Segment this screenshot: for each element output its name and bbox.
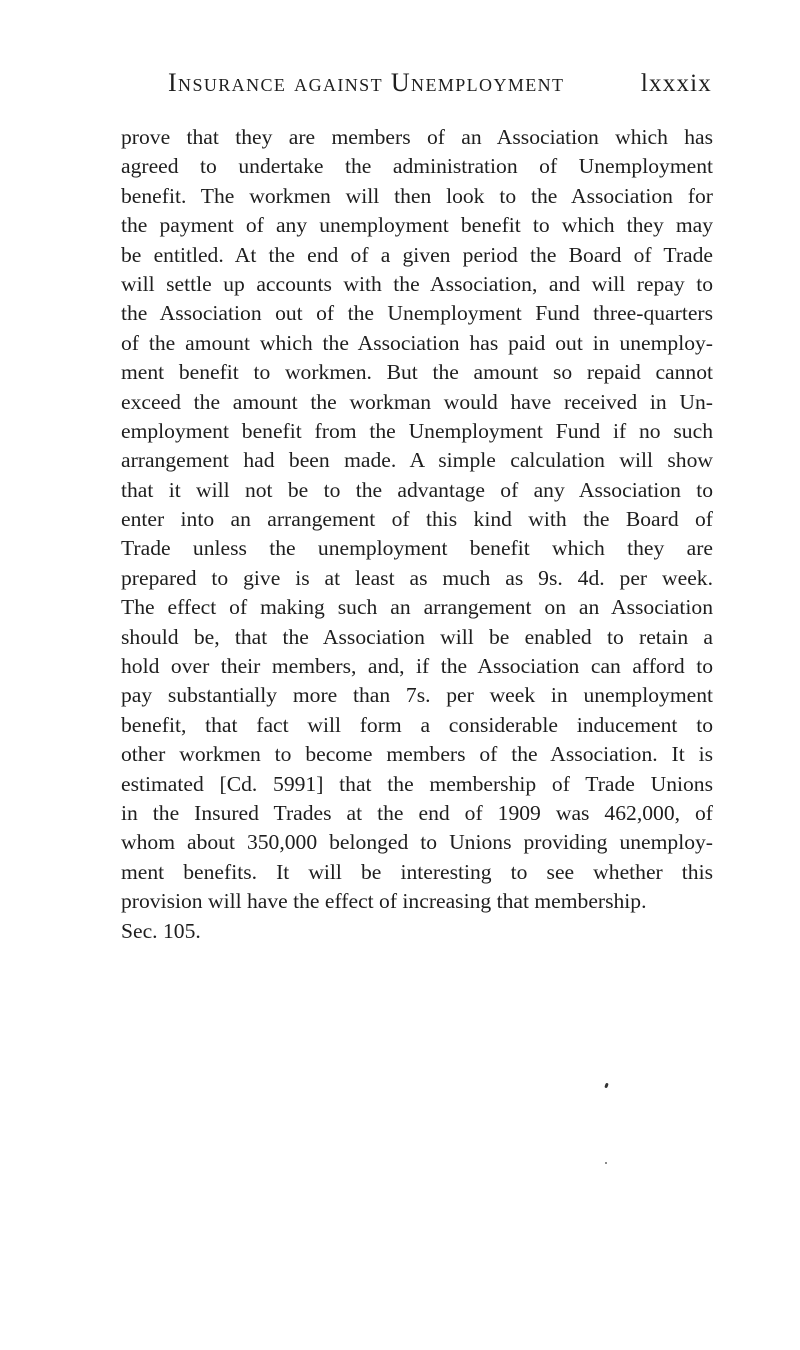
text-line: benefit, that fact will form a considerable inducement to	[121, 712, 713, 737]
text-line: will settle up accounts with the Association, and will repay to	[121, 271, 713, 296]
text-line: other workmen to become members of the Association. It is	[121, 742, 713, 767]
text-line: exceed the amount the workman would have received in Un-	[121, 389, 713, 414]
text-line: Sec. 105.	[121, 918, 201, 943]
print-speck	[604, 1083, 609, 1089]
running-title: Insurance against Unemployment	[168, 68, 565, 97]
text-line: agreed to undertake the administration of Unemployment	[121, 154, 713, 179]
body-paragraph	[121, 123, 713, 946]
print-speck	[605, 1162, 607, 1164]
text-line: arrangement had been made. A simple calculation will show	[121, 448, 713, 473]
text-line: in the Insured Trades at the end of 1909 was 462,000, of	[121, 800, 713, 825]
text-line: should be, that the Association will be enabled to retain a	[121, 624, 713, 649]
text-line: that it will not be to the advantage of any Association to	[121, 477, 713, 502]
text-line: Trade unless the unemployment benefit which they are	[121, 536, 713, 561]
text-line: hold over their members, and, if the Association can afford to	[121, 654, 713, 679]
page-number: lxxxix	[640, 70, 712, 97]
text-line: estimated [Cd. 5991] that the membership of Trade Unions	[121, 771, 713, 796]
text-line: prepared to give is at least as much as 9s. 4d. per week.	[121, 565, 713, 590]
text-line: the payment of any unemployment benefit to which they may	[121, 213, 713, 238]
text-line: employment benefit from the Unemployment Fund if no such	[121, 418, 713, 443]
text-line: benefit. The workmen will then look to the Association for	[121, 183, 713, 208]
text-line: ment benefit to workmen. But the amount so repaid cannot	[121, 360, 713, 385]
running-head	[168, 68, 712, 104]
text-line: pay substantially more than 7s. per week in unemployment	[121, 683, 713, 708]
text-line: be entitled. At the end of a given period the Board of Trade	[121, 242, 713, 267]
text-line: ment benefits. It will be interesting to see whether this	[121, 859, 713, 884]
text-line: enter into an arrangement of this kind with the Board of	[121, 507, 713, 532]
text-line: of the amount which the Association has paid out in unemploy-	[121, 330, 713, 355]
text-line: prove that they are members of an Association which has	[121, 125, 713, 149]
text-line: provision will have the effect of increasing that membership.	[121, 889, 647, 914]
text-line: the Association out of the Unemployment Fund three-quarters	[121, 301, 713, 326]
text-line: whom about 350,000 belonged to Unions providing unemploy-	[121, 830, 713, 855]
text-line: The effect of making such an arrangement on an Association	[121, 595, 713, 620]
